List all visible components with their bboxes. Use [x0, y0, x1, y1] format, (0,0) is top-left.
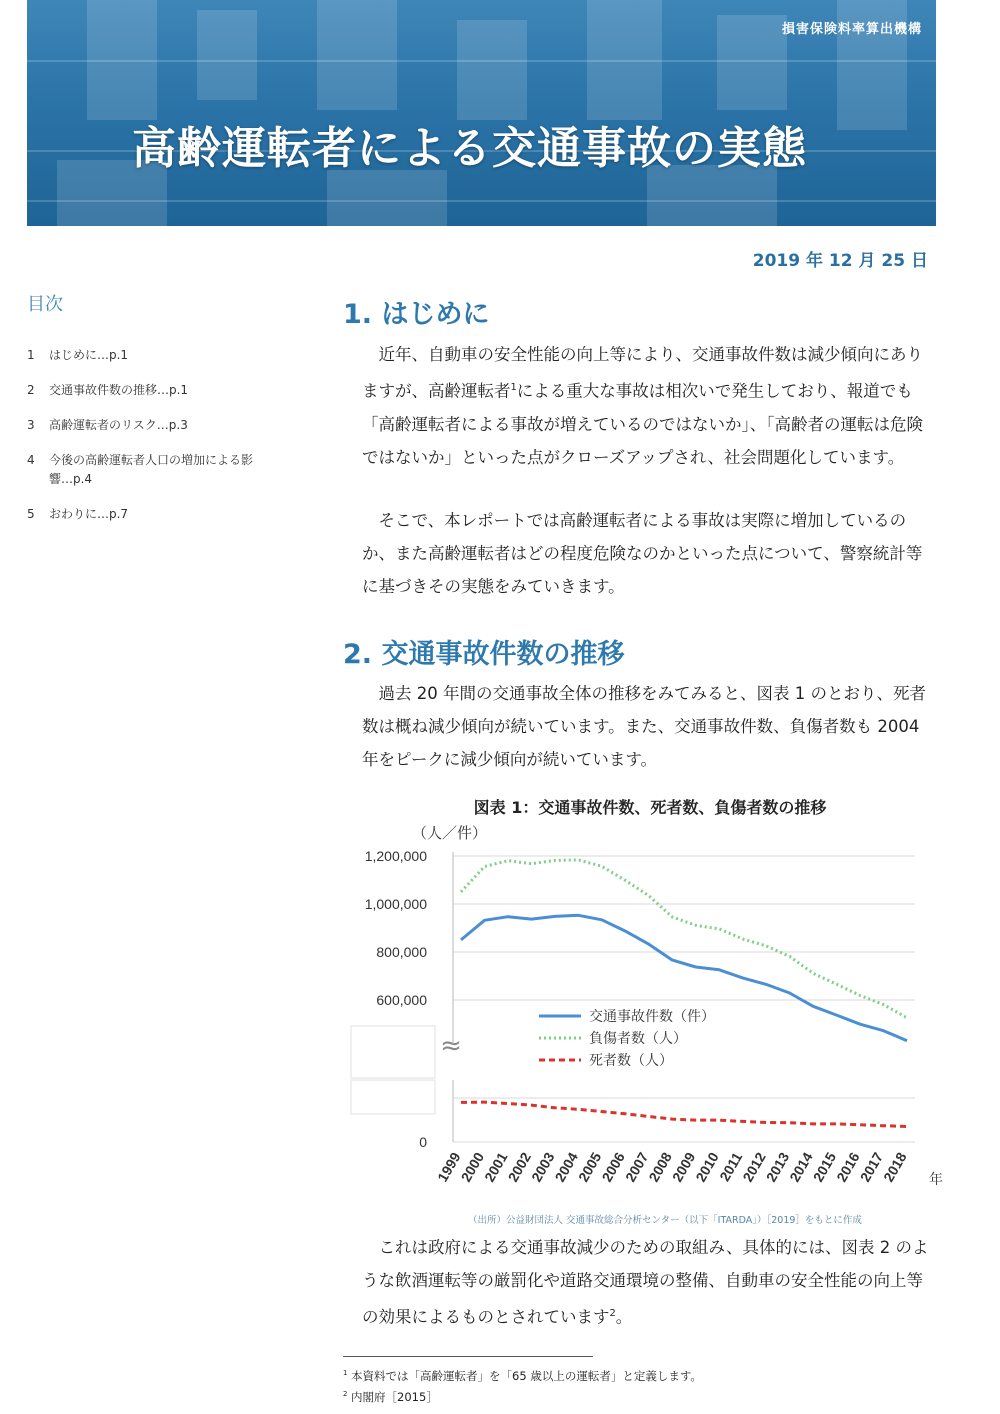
- series-line: [461, 860, 907, 1018]
- legend-label: 死者数（人）: [589, 1053, 673, 1069]
- footnote-2: [343, 1389, 438, 1405]
- toc-item-label: 今後の高齢運転者人口の増加による影響…p.4: [49, 453, 254, 486]
- x-tick-label: 2005: [575, 1149, 605, 1185]
- accident-trend-chart: [343, 840, 957, 1210]
- text-run: これは政府による交通事故減少のための取組み、具体的には、図表 2 のような飲酒運転等の厳罰化や道路交通環境の整備、自動車の安全性能の向上等の効果によるものとされています: [362, 1238, 929, 1327]
- footnote-1: [343, 1368, 702, 1384]
- y-tick-label: 800,000: [376, 944, 427, 960]
- chart-title: 図表 1：交通事故件数、死者数、負傷者数の推移: [473, 798, 827, 817]
- axis-break-symbol: ≈: [440, 1031, 462, 1061]
- table-of-contents: [27, 346, 257, 540]
- x-tick-label: 2016: [833, 1149, 863, 1185]
- document-title: 高齢運転者による交通事故の実態: [132, 123, 807, 174]
- trend-paragraph-1: 過去 20 年間の交通事故全体の推移をみてみると、図表 1 のとおり、死者数は概ね減少傾向が続いています。また、交通事故件数、負傷者数も 2004 年をピークに減少傾向が続いています。: [362, 684, 926, 769]
- toc-item[interactable]: [27, 505, 257, 524]
- x-tick-label: 2017: [856, 1149, 887, 1185]
- x-tick-label: 2010: [692, 1149, 722, 1185]
- x-tick-label: 2011: [716, 1149, 746, 1184]
- axis-break-box: [351, 1026, 435, 1078]
- header-banner: [27, 0, 936, 226]
- footnote-ref[interactable]: 2: [609, 1308, 616, 1319]
- toc-item[interactable]: [27, 381, 257, 400]
- x-tick-label: 2007: [621, 1149, 652, 1185]
- x-tick-label: 2018: [880, 1149, 910, 1185]
- y-tick-label: 1,000,000: [364, 896, 427, 912]
- y-tick-label: 1,200,000: [364, 848, 427, 864]
- toc-item[interactable]: [27, 416, 257, 435]
- x-tick-label: 2004: [551, 1149, 581, 1185]
- text-run: による重大な事故は相次いで発生しており、報道でも「高齢運転者による事故が増えているのではないか」、「高齢者の運転は危険ではないか」といった点がクローズアップされ、社会問題化しています。: [362, 381, 923, 467]
- toc-item-label: 高齢運転者のリスク…p.3: [49, 418, 188, 432]
- chart-unit-label: （人／件）: [412, 824, 488, 842]
- text-run: 近年、自動車の安全性能の向上等により、交通事故件数は減少傾向にありますが、高齢運転者: [362, 345, 923, 401]
- legend-label: 負傷者数（人）: [589, 1031, 687, 1047]
- toc-item[interactable]: [27, 346, 257, 365]
- x-tick-label: 2000: [457, 1149, 488, 1185]
- footnote-divider: [343, 1356, 593, 1357]
- series-line: [461, 1102, 907, 1126]
- x-tick-label: 2002: [504, 1149, 535, 1185]
- x-tick-label: 2008: [645, 1149, 675, 1185]
- x-tick-label: 2001: [481, 1149, 511, 1185]
- trend-paragraph-2: [362, 1231, 938, 1334]
- legend-label: 交通事故件数（件）: [589, 1009, 715, 1025]
- section-heading-intro: 1. はじめに: [343, 299, 490, 330]
- toc-item-label: 交通事故件数の推移…p.1: [49, 383, 189, 397]
- footnote-text: 内閣府［2015］: [351, 1390, 438, 1404]
- footnote-text: 本資料では「高齢運転者」を「65 歳以上の運転者」と定義します。: [351, 1369, 702, 1383]
- toc-item-label: はじめに…p.1: [49, 348, 129, 362]
- axis-break-box: [351, 1080, 435, 1114]
- x-tick-label: 1999: [434, 1149, 464, 1185]
- toc-item-number: 5: [27, 507, 35, 521]
- x-tick-label: 2003: [528, 1149, 558, 1185]
- section-heading-accident-trend: 2. 交通事故件数の推移: [343, 639, 625, 670]
- x-tick-label: 2015: [809, 1149, 840, 1185]
- toc-item[interactable]: [27, 451, 257, 489]
- organization-name: 損害保険料率算出機構: [781, 22, 922, 37]
- toc-item-label: おわりに…p.7: [49, 507, 129, 521]
- toc-item-number: 2: [27, 383, 35, 397]
- x-axis-label: 年: [929, 1172, 943, 1188]
- y-tick-label: 600,000: [376, 992, 427, 1008]
- x-tick-label: 2006: [598, 1149, 628, 1185]
- x-tick-label: 2009: [668, 1149, 699, 1185]
- toc-title: 目次: [27, 294, 63, 315]
- footnote-number: 1: [343, 1369, 348, 1378]
- publish-date: 2019 年 12 月 25 日: [752, 251, 928, 271]
- text-run: 。: [615, 1307, 633, 1327]
- y-tick-label: 0: [419, 1134, 427, 1150]
- toc-item-number: 1: [27, 348, 35, 362]
- intro-paragraph-1: [362, 338, 938, 474]
- x-tick-label: 2012: [739, 1149, 769, 1185]
- footnote-number: 2: [343, 1390, 348, 1399]
- x-tick-label: 2013: [762, 1149, 793, 1185]
- toc-item-number: 4: [27, 453, 35, 467]
- toc-item-number: 3: [27, 418, 35, 432]
- chart-source: （出所）公益財団法人 交通事故総合分析センター（以下「ITARDA」）［2019］をもとに作成: [468, 1215, 862, 1226]
- x-tick-label: 2014: [786, 1149, 816, 1185]
- footnote-ref[interactable]: 1: [510, 382, 517, 393]
- intro-paragraph-2: そこで、本レポートでは高齢運転者による事故は実際に増加しているのか、また高齢運転者はどの程度危険なのかといった点について、警察統計等に基づきその実態をみていきます。: [362, 511, 923, 596]
